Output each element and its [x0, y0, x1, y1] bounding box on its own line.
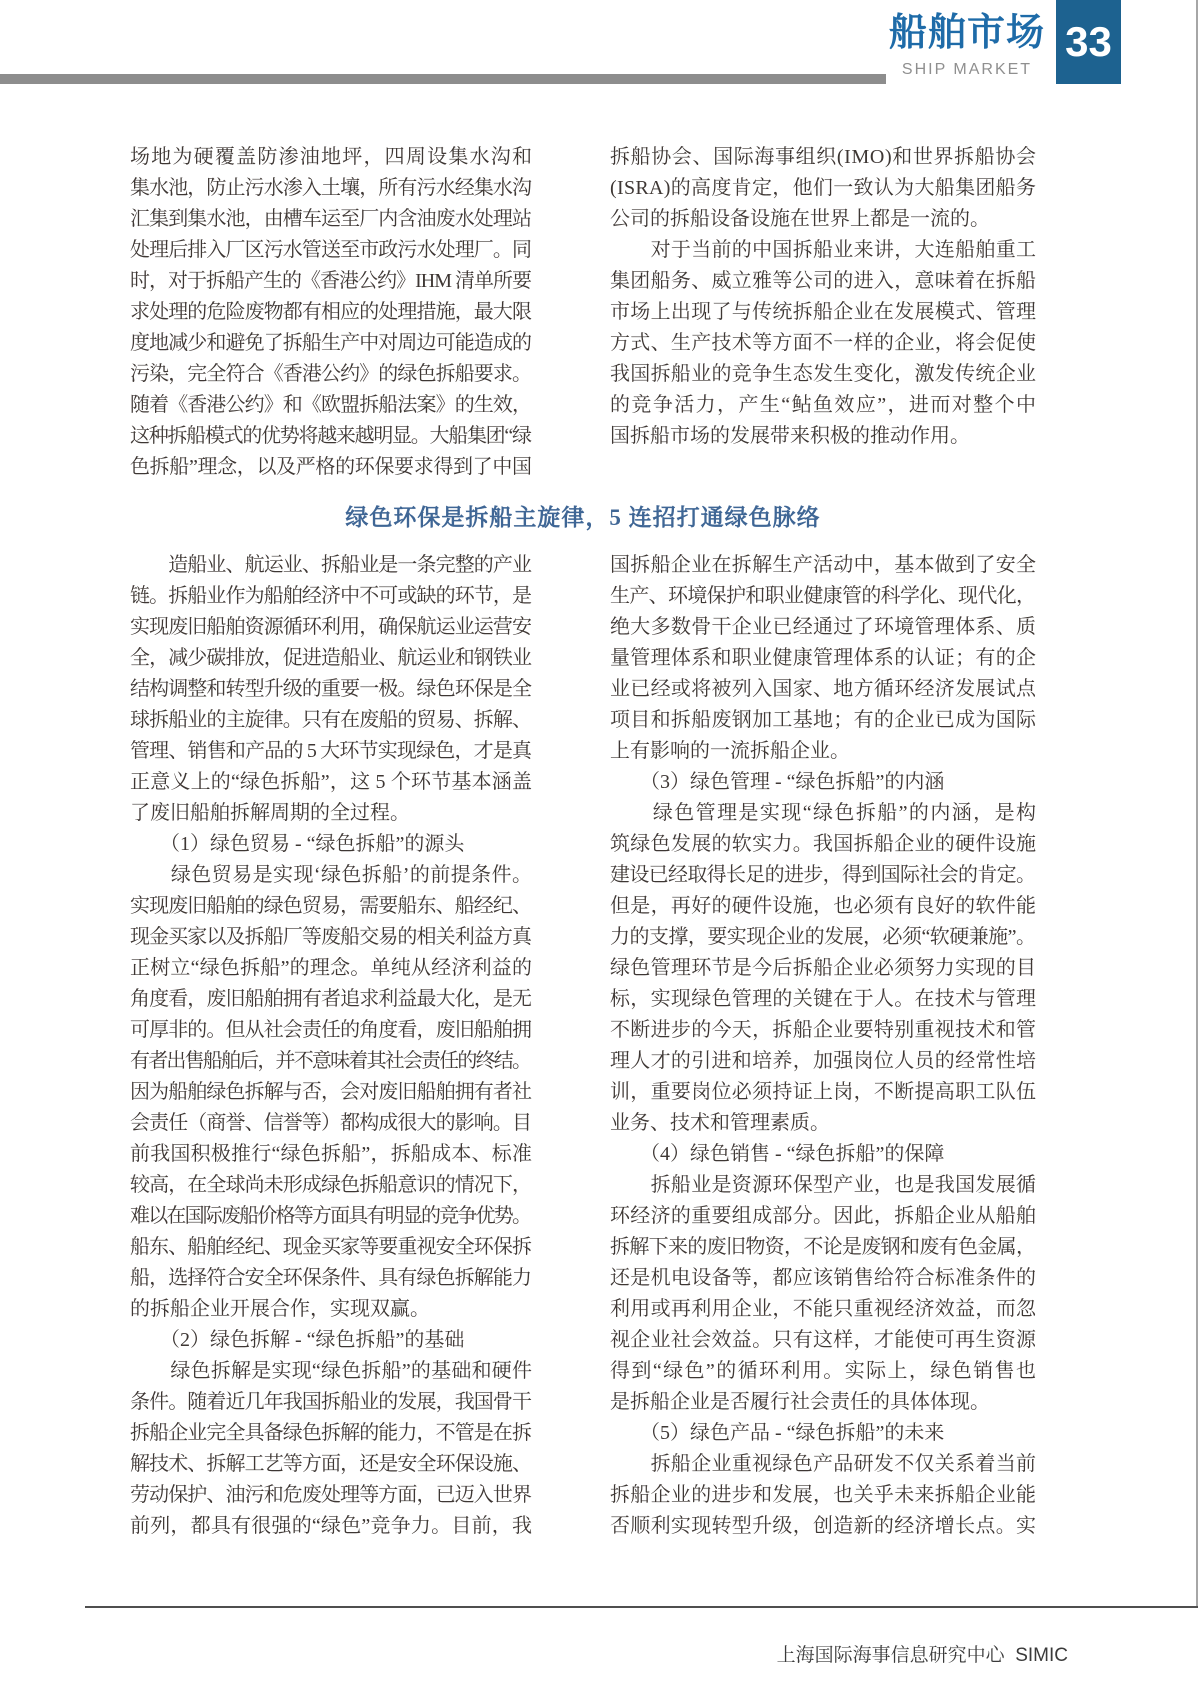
text-line: 国拆船市场的发展带来积极的推动作用。	[610, 425, 970, 447]
text-line: 场地为硬覆盖防渗油地坪，四周设集水沟和	[130, 146, 534, 168]
text-line: 标，实现绿色管理的关键在于人。在技术与管理	[610, 988, 1037, 1010]
text-line: （3）绿色管理 - “绿色拆船”的内涵	[610, 771, 945, 793]
text-line: 条件。随着近几年我国拆船业的发展，我国骨干	[130, 1391, 532, 1413]
text-line: 业已经或将被列入国家、地方循环经济发展试点	[610, 678, 1037, 700]
text-line: 前我国积极推行“绿色拆船”，拆船成本、标准	[130, 1143, 533, 1165]
text-line: 色拆船”理念，以及严格的环保要求得到了中国	[130, 456, 532, 478]
text-line: 的竞争活力，产生“鲇鱼效应”，进而对整个中	[610, 394, 1038, 416]
text-line: （4）绿色销售 - “绿色拆船”的保障	[610, 1143, 945, 1165]
text-line: 绿色管理环节是今后拆船企业必须努力实现的目	[610, 957, 1037, 979]
text-line: 劳动保护、油污和危废处理等方面，已迈入世界	[130, 1484, 532, 1506]
text-line: 公司的拆船设备设施在世界上都是一流的。	[610, 208, 990, 230]
column-block1-left	[130, 142, 532, 483]
text-line: 这种拆船模式的优势将越来越明显。大船集团“绿	[130, 425, 531, 447]
text-line: 难以在国际废船价格等方面具有明显的竞争优势。	[130, 1205, 531, 1227]
article-heading: 绿色环保是拆船主旋律，5 连招打通绿色脉络	[345, 505, 821, 530]
text-line: （2）绿色拆解 - “绿色拆船”的基础	[130, 1329, 465, 1351]
section-title-cn: 船舶市场	[888, 12, 1045, 54]
text-line: 建设已经取得长足的进步，得到国际社会的肯定。	[610, 864, 1036, 886]
header-rule	[0, 74, 886, 84]
text-line: 结构调整和转型升级的重要一极。绿色环保是全	[130, 678, 532, 700]
text-line: 拆船企业完全具备绿色拆解的能力，不管是在拆	[130, 1422, 532, 1444]
section-title-en: SHIP MARKET	[901, 61, 1033, 78]
text-line: 训，重要岗位必须持证上岗，不断提高职工队伍	[610, 1081, 1037, 1103]
text-line: 管理、销售和产品的 5 大环节实现绿色，才是真	[130, 740, 532, 762]
text-line: 因为船舶绿色拆解与否，会对废旧船舶拥有者社	[130, 1081, 532, 1103]
text-line: 我国拆船业的竞争生态发生变化，激发传统企业	[610, 363, 1037, 385]
text-line: 不断进步的今天，拆船企业要特别重视技术和管	[610, 1019, 1037, 1041]
text-line: 业务、技术和管理素质。	[610, 1112, 830, 1134]
text-line: 度地减少和避免了拆船生产中对周边可能造成的	[130, 332, 532, 354]
text-line: 的拆船企业开展合作，实现双赢。	[130, 1298, 430, 1320]
text-line: 处理后排入厂区污水管送至市政污水处理厂。同	[130, 239, 532, 261]
text-line: (ISRA)的高度肯定，他们一致认为大船集团船务	[610, 177, 1037, 199]
text-line: 时，对于拆船产生的《香港公约》IHM 清单所要	[130, 270, 532, 292]
column-block2-right	[610, 550, 1036, 1542]
text-line: 会责任（商誉、信誉等）都构成很大的影响。目	[130, 1112, 532, 1134]
text-line: 船东、船舶经纪、现金买家等要重视安全环保拆	[130, 1236, 532, 1258]
text-line: 了废旧船舶拆解周期的全过程。	[130, 802, 410, 824]
text-line: 视企业社会效益。只有这样，才能使可再生资源	[610, 1329, 1037, 1351]
text-line: 量管理体系和职业健康管理体系的认证；有的企	[610, 647, 1037, 669]
column-block1-right	[610, 142, 1036, 452]
text-line: 链。拆船业作为船舶经济中不可或缺的环节，是	[130, 585, 532, 607]
text-line: 角度看，废旧船舶拥有者追求利益最大化，是无	[130, 988, 532, 1010]
text-line: 现金买家以及拆船厂等废船交易的相关利益方真	[130, 926, 532, 948]
text-line: 集团船务、威立雅等公司的进入，意味着在拆船	[610, 270, 1037, 292]
text-line: 拆船业是资源环保型产业，也是我国发展循	[610, 1174, 1037, 1196]
page-number-box	[1056, 0, 1121, 84]
text-line: 得到“绿色”的循环利用。实际上，绿色销售也	[610, 1360, 1038, 1382]
text-line: 筑绿色发展的软实力。我国拆船企业的硬件设施	[610, 833, 1037, 855]
text-line: 可厚非的。但从社会责任的角度看，废旧船舶拥	[130, 1019, 532, 1041]
text-line: 利用或再利用企业，不能只重视经济效益，而忽	[610, 1298, 1037, 1320]
text-line: 球拆船业的主旋律。只有在废船的贸易、拆解、	[130, 709, 532, 731]
text-line: 绿色拆解是实现“绿色拆船”的基础和硬件	[130, 1360, 533, 1382]
footer	[610, 1618, 1068, 1689]
text-line: 解技术、拆解工艺等方面，还是安全环保设施、	[130, 1453, 532, 1475]
text-line: 是拆船企业是否履行社会责任的具体体现。	[610, 1391, 990, 1413]
text-line: 绝大多数骨干企业已经通过了环境管理体系、质	[610, 616, 1037, 638]
text-line: 方式、生产技术等方面不一样的企业，将会促使	[610, 332, 1037, 354]
text-line: 绿色贸易是实现‘绿色拆船’的前提条件。	[130, 864, 533, 886]
text-line: 造船业、航运业、拆船业是一条完整的产业	[130, 554, 532, 576]
page-number: 33	[1065, 18, 1112, 65]
text-line: 实现废旧船舶的绿色贸易，需要船东、船经纪、	[130, 895, 532, 917]
text-line: 生产、环境保护和职业健康管的科学化、现代化，	[610, 585, 1036, 607]
text-line: 实现废旧船舶资源循环利用，确保航运业运营安	[130, 616, 532, 638]
text-line: 正意义上的“绿色拆船”，这 5 个环节基本涵盖	[130, 771, 533, 793]
text-line: 理人才的引进和培养，加强岗位人员的经常性培	[610, 1050, 1037, 1072]
text-line: 集水池，防止污水渗入土壤，所有污水经集水沟	[130, 177, 532, 199]
text-line: 求处理的危险废物都有相应的处理措施，最大限	[130, 301, 532, 323]
text-line: 随着《香港公约》和《欧盟拆船法案》的生效，	[130, 394, 532, 416]
text-line: 环经济的重要组成部分。因此，拆船企业从船舶	[610, 1205, 1037, 1227]
column-block2-left	[130, 550, 532, 1542]
text-line: 拆船企业的进步和发展，也关乎未来拆船企业能	[610, 1484, 1037, 1506]
text-line: 拆船协会、国际海事组织(IMO)和世界拆船协会	[610, 146, 1037, 168]
text-line: 对于当前的中国拆船业来讲，大连船舶重工	[610, 239, 1037, 261]
text-line: 力的支撑，要实现企业的发展，必须“软硬兼施”。	[610, 926, 1036, 948]
text-line: 船，选择符合安全环保条件、具有绿色拆解能力	[130, 1267, 532, 1289]
text-line: 绿色管理是实现“绿色拆船”的内涵，是构	[610, 802, 1038, 824]
text-line: 前列，都具有很强的“绿色”竞争力。目前，我	[130, 1515, 533, 1537]
text-line: 市场上出现了与传统拆船企业在发展模式、管理	[610, 301, 1037, 323]
text-line: 正树立“绿色拆船”的理念。单纯从经济利益的	[130, 957, 533, 979]
text-line: 但是，再好的硬件设施，也必须有良好的软件能	[610, 895, 1037, 917]
text-line: 拆船企业重视绿色产品研发不仅关系着当前	[610, 1453, 1037, 1475]
footer-rule	[85, 1606, 1198, 1608]
text-line: 否顺利实现转型升级，创造新的经济增长点。实	[610, 1515, 1037, 1537]
text-line: 较高，在全球尚未形成绿色拆船意识的情况下，	[130, 1174, 532, 1196]
text-line: 汇集到集水池，由槽车运至厂内含油废水处理站	[130, 208, 532, 230]
text-line: （1）绿色贸易 - “绿色拆船”的源头	[130, 833, 465, 855]
text-line: （5）绿色产品 - “绿色拆船”的未来	[610, 1422, 945, 1444]
text-line: 有者出售船舶后，并不意味着其社会责任的终结。	[130, 1050, 531, 1072]
text-line: 全，减少碳排放，促进造船业、航运业和钢铁业	[130, 647, 532, 669]
footer-text: 上海国际海事信息研究中心 SIMIC	[776, 1645, 1068, 1666]
text-line: 拆解下来的废旧物资，不论是废钢和废有色金属，	[610, 1236, 1036, 1258]
text-line: 还是机电设备等，都应该销售给符合标准条件的	[610, 1267, 1037, 1289]
right-margin-rule	[1196, 0, 1198, 1607]
text-line: 项目和拆船废钢加工基地；有的企业已成为国际	[610, 709, 1037, 731]
text-line: 污染，完全符合《香港公约》的绿色拆船要求。	[130, 363, 532, 385]
text-line: 上有影响的一流拆船企业。	[610, 740, 850, 762]
text-line: 国拆船企业在拆解生产活动中，基本做到了安全	[610, 554, 1037, 576]
header-titles	[886, 10, 1048, 80]
